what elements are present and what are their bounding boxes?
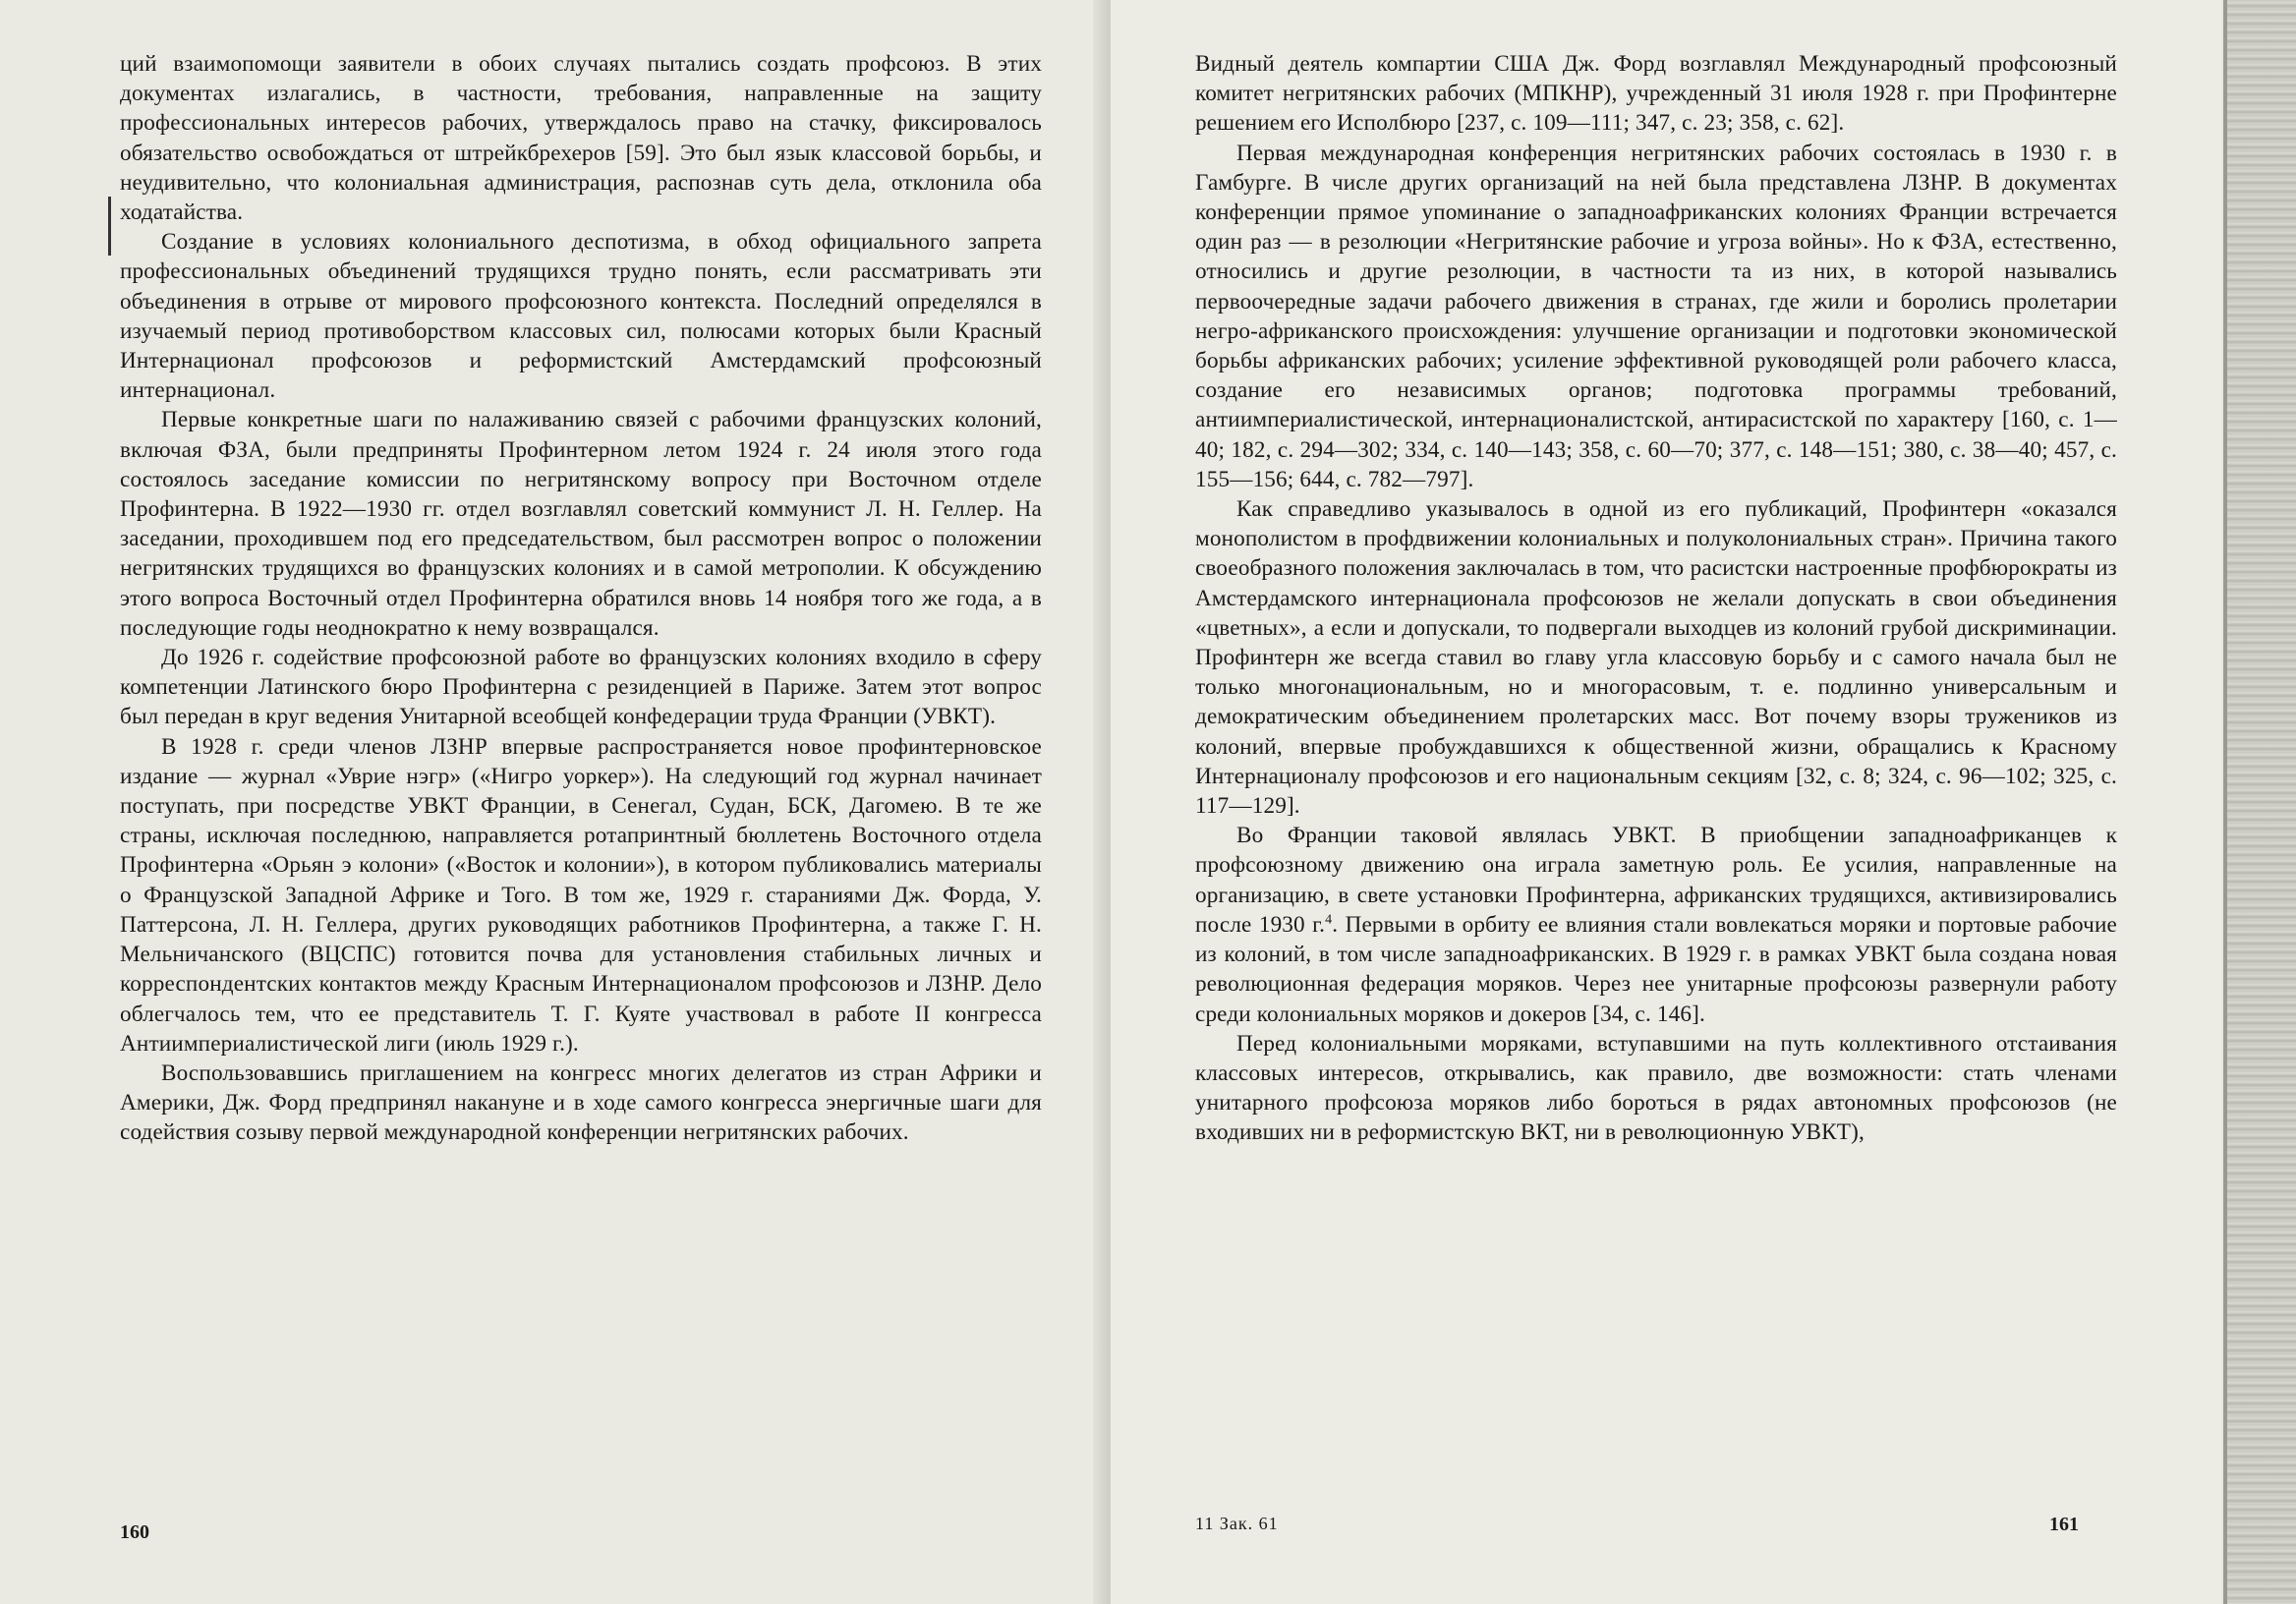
page-number: 160 <box>120 1521 149 1543</box>
paragraph: Первые конкретные шаги по налаживанию связей с рабочими французских колоний, включая ФЗА, были предприняты Профинтерном летом 1924 г. 24 июля этого года состоялось заседание комиссии по негритянскому вопросу при Восточном отделе Профинтерна. В 1922—1930 гг. отдел возглавлял советский коммунист Л. Н. Геллер. На заседании, проходившем под его председательством, был рассмотрен вопрос о положении негритянских трудящихся во французских колониях и в самой метрополии. К обсуждению этого вопроса Восточный отдел Профинтерна обратился вновь 14 ноября того же года, а в последующие годы неоднократно к нему возвращался. <box>120 407 1042 641</box>
paragraph: До 1926 г. содействие профсоюзной работе во французских колониях входило в сферу компетенции Латинского бюро Профинтерна с резиденцией в Париже. Затем этот вопрос был передан в круг ведения Унитарной всеобщей конфедерации труда Франции (УВКТ). <box>120 645 1042 730</box>
paragraph: Первая международная конференция негритянских рабочих состоялась в 1930 г. в Гамбурге. В числе других организаций на ней была представлена ЛЗНР. В документах конференции прямое упоминание о западноафриканских колониях Франции встречается один раз — в резолюции «Негритянские рабочие и угроза войны». Но к ФЗА, естественно, относились и другие резолюции, в частности та из них, в которой назывались первоочередные задачи рабочего движения в странах, где жили и боролись пролетарии негро-африканского происхождения: улучшение организации и подготовки экономической борьбы африканских рабочих; усиление эффективной руководящей роли рабочего класса, создание его независимых органов; подготовка программы требований, антиимпериалистической, интернационалистской, антирасистской по характеру [160, с. 1—40; 182, с. 294—302; 334, с. 140—143; 358, с. 60—70; 377, с. 148—151; 380, с. 38—40; 457, с. 155—156; 644, с. 782—797]. <box>1195 140 2117 492</box>
page-edge-strip <box>2223 0 2296 1604</box>
paragraph: Видный деятель компартии США Дж. Форд возглавлял Международный профсоюзный комитет негритянских рабочих (МПКНР), учрежденный 31 июля 1928 г. при Профинтерне решением его Исполбюро [237, с. 109—111; 347, с. 23; 358, с. 62]. <box>1195 51 2117 137</box>
paragraph: ций взаимопомощи заявители в обоих случаях пытались создать профсоюз. В этих документах излагались, в частности, требования, направленные на защиту профессиональных интересов рабочих, утверждалось право на стачку, фиксировалось обязательство освобождаться от штрейкбрехеров [59]. Это был язык классовой борьбы, и неудивительно, что колониальная администрация, распознав суть дела, отклонила оба ходатайства. <box>120 51 1042 226</box>
right-text-column <box>1195 49 2117 1148</box>
margin-mark <box>108 197 111 256</box>
paragraph: Воспользовавшись приглашением на конгресс многих делегатов из стран Африки и Америки, Дж. Форд предпринял накануне и в ходе самого конгресса энергичные шаги для содействия созыву первой международной конференции негритянских рабочих. <box>120 1060 1042 1146</box>
paragraph-text: Во Франции таковой являлась УВКТ. В приобщении западноафриканцев к профсоюзному движению она играла заметную роль. Ее усилия, направленные на организацию, в свете установки Профинтерна, африканских трудящихся, активизировались после 1930 г. <box>1195 823 2117 938</box>
paragraph: Перед колониальными моряками, вступавшими на путь коллективного отстаивания классовых интересов, открывались, как правило, две возможности: стать членами унитарного профсоюза моряков либо бороться в рядах автономных профсоюзов (не входивших ни в реформистскую ВКТ, ни в революционную УВКТ), <box>1195 1030 2117 1146</box>
left-text-column <box>120 49 1042 1148</box>
left-page <box>0 0 1111 1604</box>
right-page <box>1111 0 2221 1604</box>
footnote-ref: 4 <box>1325 912 1333 928</box>
paragraph <box>1195 821 2117 1028</box>
paragraph-text-tail: . Первыми в орбиту ее влияния стали вовлекаться моряки и портовые рабочие из колоний, в том числе западноафриканских. В 1929 г. в рамках УВКТ была создана новая революционная федерация моряков. Через нее унитарные профсоюзы развернули работу среди колониальных моряков и докеров [34, с. 146]. <box>1195 911 2117 1027</box>
paragraph: В 1928 г. среди членов ЛЗНР впервые распространяется новое профинтерновское издание — журнал «Уврие нэгр» («Нигро уоркер»). На следующий год журнал начинает поступать, при посредстве УВКТ Франции, в Сенегал, Судан, БСК, Дагомею. В те же страны, исключая последнюю, направляется ротапринтный бюллетень Восточного отдела Профинтерна «Орьян э колони» («Восток и колонии»), в котором публиковались материалы о Французской Западной Африке и Того. В том же, 1929 г. стараниями Дж. Форда, У. Паттерсона, Л. Н. Геллера, других руководящих работников Профинтерна, а также Г. Н. Мельничанского (ВЦСПС) готовится почва для установления стабильных личных и корреспондентских контактов между Красным Интернационалом профсоюзов и ЛЗНР. Дело облегчалось тем, что ее представитель Т. Г. Куяте участвовал в работе II конгресса Антиимпериалистической лиги (июль 1929 г.). <box>120 733 1042 1057</box>
page-number: 161 <box>2049 1514 2079 1535</box>
paragraph: Создание в условиях колониального деспотизма, в обход официального запрета профессиональных объединений трудящихся трудно понять, если рассматривать эти объединения в отрыве от мирового профсоюзного контекста. Последний определялся в изучаемый период противоборством классовых сил, полюсами которых были Красный Интернационал профсоюзов и реформистский Амстердамский профсоюзный интернационал. <box>120 229 1042 404</box>
paragraph: Как справедливо указывалось в одной из его публикаций, Профинтерн «оказался монополистом в профдвижении колониальных и полуколониальных стран». Причина такого своеобразного положения заключалась в том, что расистски настроенные профбюрократы из Амстердамского интернационала профсоюзов не желали допускать в свои объединения «цветных», а если и допускали, то подвергали выходцев из колоний грубой дискриминации. Профинтерн же всегда ставил во главу угла классовую борьбу и с самого начала был не только многонациональным, но и многорасовым, т. е. подлинно универсальным и демократическим объединением пролетарских масс. Вот почему взоры тружеников из колоний, впервые пробуждавшихся к общественной жизни, обращались к Красному Интернационалу профсоюзов и его национальным секциям [32, с. 8; 324, с. 96—102; 325, с. 117—129]. <box>1195 496 2117 820</box>
signature-mark: 11 Зак. 61 <box>1195 1514 1279 1533</box>
